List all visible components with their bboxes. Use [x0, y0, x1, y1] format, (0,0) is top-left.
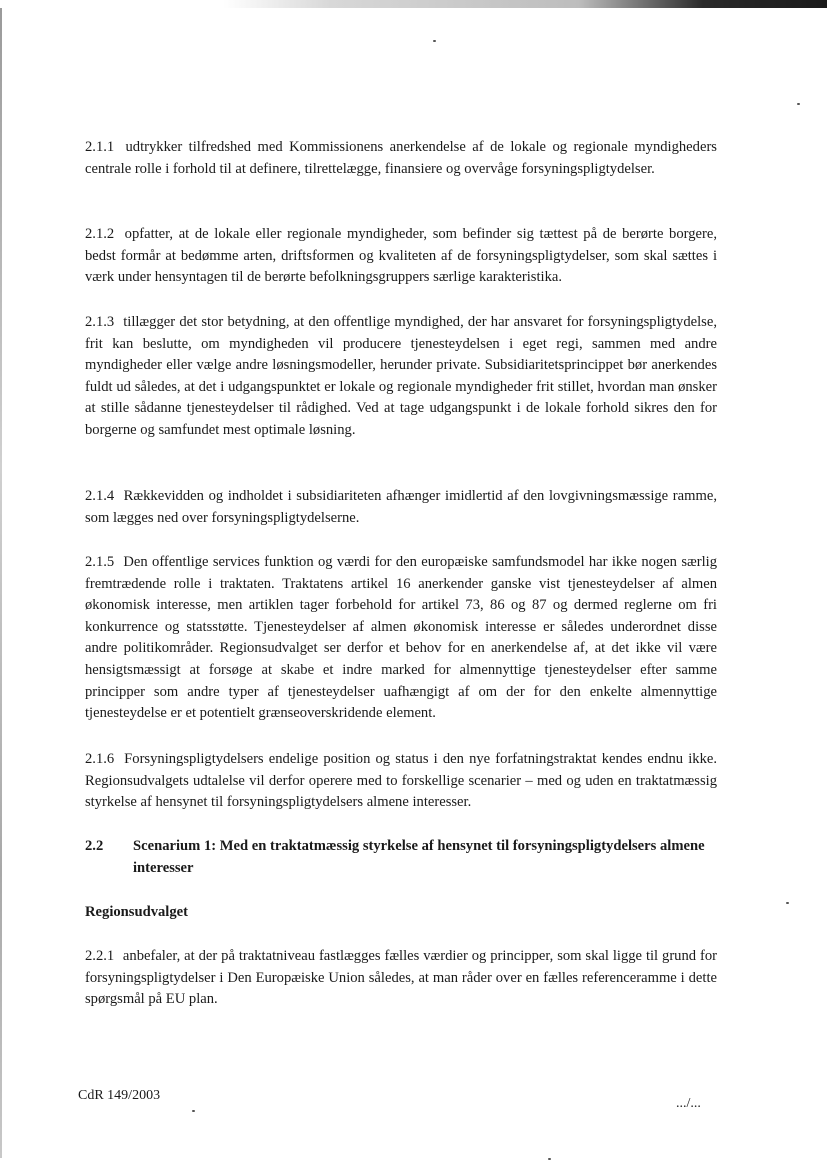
- paragraph-number: 2.1.3: [85, 314, 115, 330]
- paragraph-2-1-1: [85, 137, 717, 180]
- scan-speck: [786, 902, 789, 904]
- paragraph-2-1-5: [85, 552, 717, 725]
- paragraph-text: opfatter, at de lokale eller regionale myndigheder, som befinder sig tættest på de berørte borgere, bedst formår at bedømme arten, driftsformen og kvaliteten af de forsyningspligtydelser, som skal sættes i værk under hensyntagen til de berørte befolkningsgruppers særlige karakteristika.: [85, 226, 717, 286]
- paragraph-number: 2.2.1: [85, 948, 115, 964]
- paragraph-2-1-6: [85, 749, 717, 814]
- paragraph-text: tillægger det stor betydning, at den offentlige myndighed, der har ansvaret for forsyningspligtydelse, frit kan beslutte, om myndigheden vil producere tjenesteydelsen i eget regi, sammen med andre myndigheder eller vælge andre løsningsmodeller, herunder private. Subsidiaritetsprincippet bør anerkendes fuldt ud således, at det i udgangspunktet er lokale og regionale myndigheder frit stillet, hvordan man ønsker at stille sådanne tjenesteydelser til rådighed. Ved at tage udgangspunkt i de lokale forhold sikres den for borgerne og samfundet mest optimale løsning.: [85, 314, 717, 438]
- paragraph-2-2-1: [85, 946, 717, 1011]
- paragraph-number: 2.1.1: [85, 139, 115, 155]
- paragraph-text: Den offentlige services funktion og værdi for den europæiske samfundsmodel har ikke nogen særlig fremtrædende rolle i traktaten. Traktatens artikel 16 anerkender ganske vist tjenesteydelser af almen økonomisk interesse, men artiklen tager forbehold for artikel 73, 86 og 87 og dermed reglerne om fri konkurrence og statsstøtte. Tjenesteydelser af almen økonomisk interesse er således underordnet disse andre politikområder. Regionsudvalget ser derfor et behov for en anerkendelse af, at det ikke vil være hensigtsmæssigt at forsøge at skabe et indre marked for almennyttige tjenesteydelser efter samme principper som andre typer af tjenesteydelser uafhængigt af om der for den enkelte almennyttige tjenesteydelse er et potentielt grænseoverskridende element.: [85, 554, 718, 722]
- scan-speck: [797, 103, 800, 105]
- paragraph-number: 2.1.4: [85, 488, 115, 504]
- paragraph-text: udtrykker tilfredshed med Kommissionens anerkendelse af de lokale og regionale myndigheders centrale rolle i forhold til at definere, tilrettelægge, finansiere og overvåge forsyningspligtydelser.: [85, 139, 717, 177]
- paragraph-text: anbefaler, at der på traktatniveau fastlægges fælles værdier og principper, som skal ligge til grund for forsyningspligtydelser i Den Europæiske Union således, at man råder over en fælles referenceramme i dette spørgsmål på EU plan.: [85, 948, 717, 1008]
- section-heading-2-2: [85, 836, 717, 879]
- scan-top-edge: [0, 0, 827, 8]
- section-title: Scenarium 1: Med en traktatmæssig styrkelse af hensynet til forsyningspligtydelsers almene interesser: [133, 838, 705, 876]
- subheading-regionsudvalget: Regionsudvalget: [85, 904, 188, 920]
- paragraph-text: Rækkevidden og indholdet i subsidiariteten afhænger imidlertid af den lovgivningsmæssige ramme, som lægges ned over forsyningspligtydelserne.: [85, 488, 717, 526]
- scan-speck: [433, 40, 436, 42]
- paragraph-2-1-4: [85, 486, 717, 529]
- paragraph-text: Forsyningspligtydelsers endelige position og status i den nye forfatningstraktat kendes endnu ikke. Regionsudvalgets udtalelse vil derfor operere med to forskellige scenarier – med og uden en traktatmæssig styrkelse af hensynet til forsyningspligtydelsers almene interesser.: [85, 751, 717, 811]
- section-number: 2.2: [85, 838, 104, 854]
- paragraph-2-1-2: [85, 224, 717, 289]
- paragraph-number: 2.1.5: [85, 554, 115, 570]
- document-reference: CdR 149/2003: [78, 1088, 161, 1103]
- scan-left-edge: [0, 8, 2, 1158]
- paragraph-2-1-3: [85, 312, 717, 442]
- continuation-mark: .../...: [676, 1096, 701, 1111]
- scan-speck: [192, 1110, 195, 1112]
- scan-speck: [548, 1158, 551, 1160]
- paragraph-number: 2.1.2: [85, 226, 115, 242]
- paragraph-number: 2.1.6: [85, 751, 115, 767]
